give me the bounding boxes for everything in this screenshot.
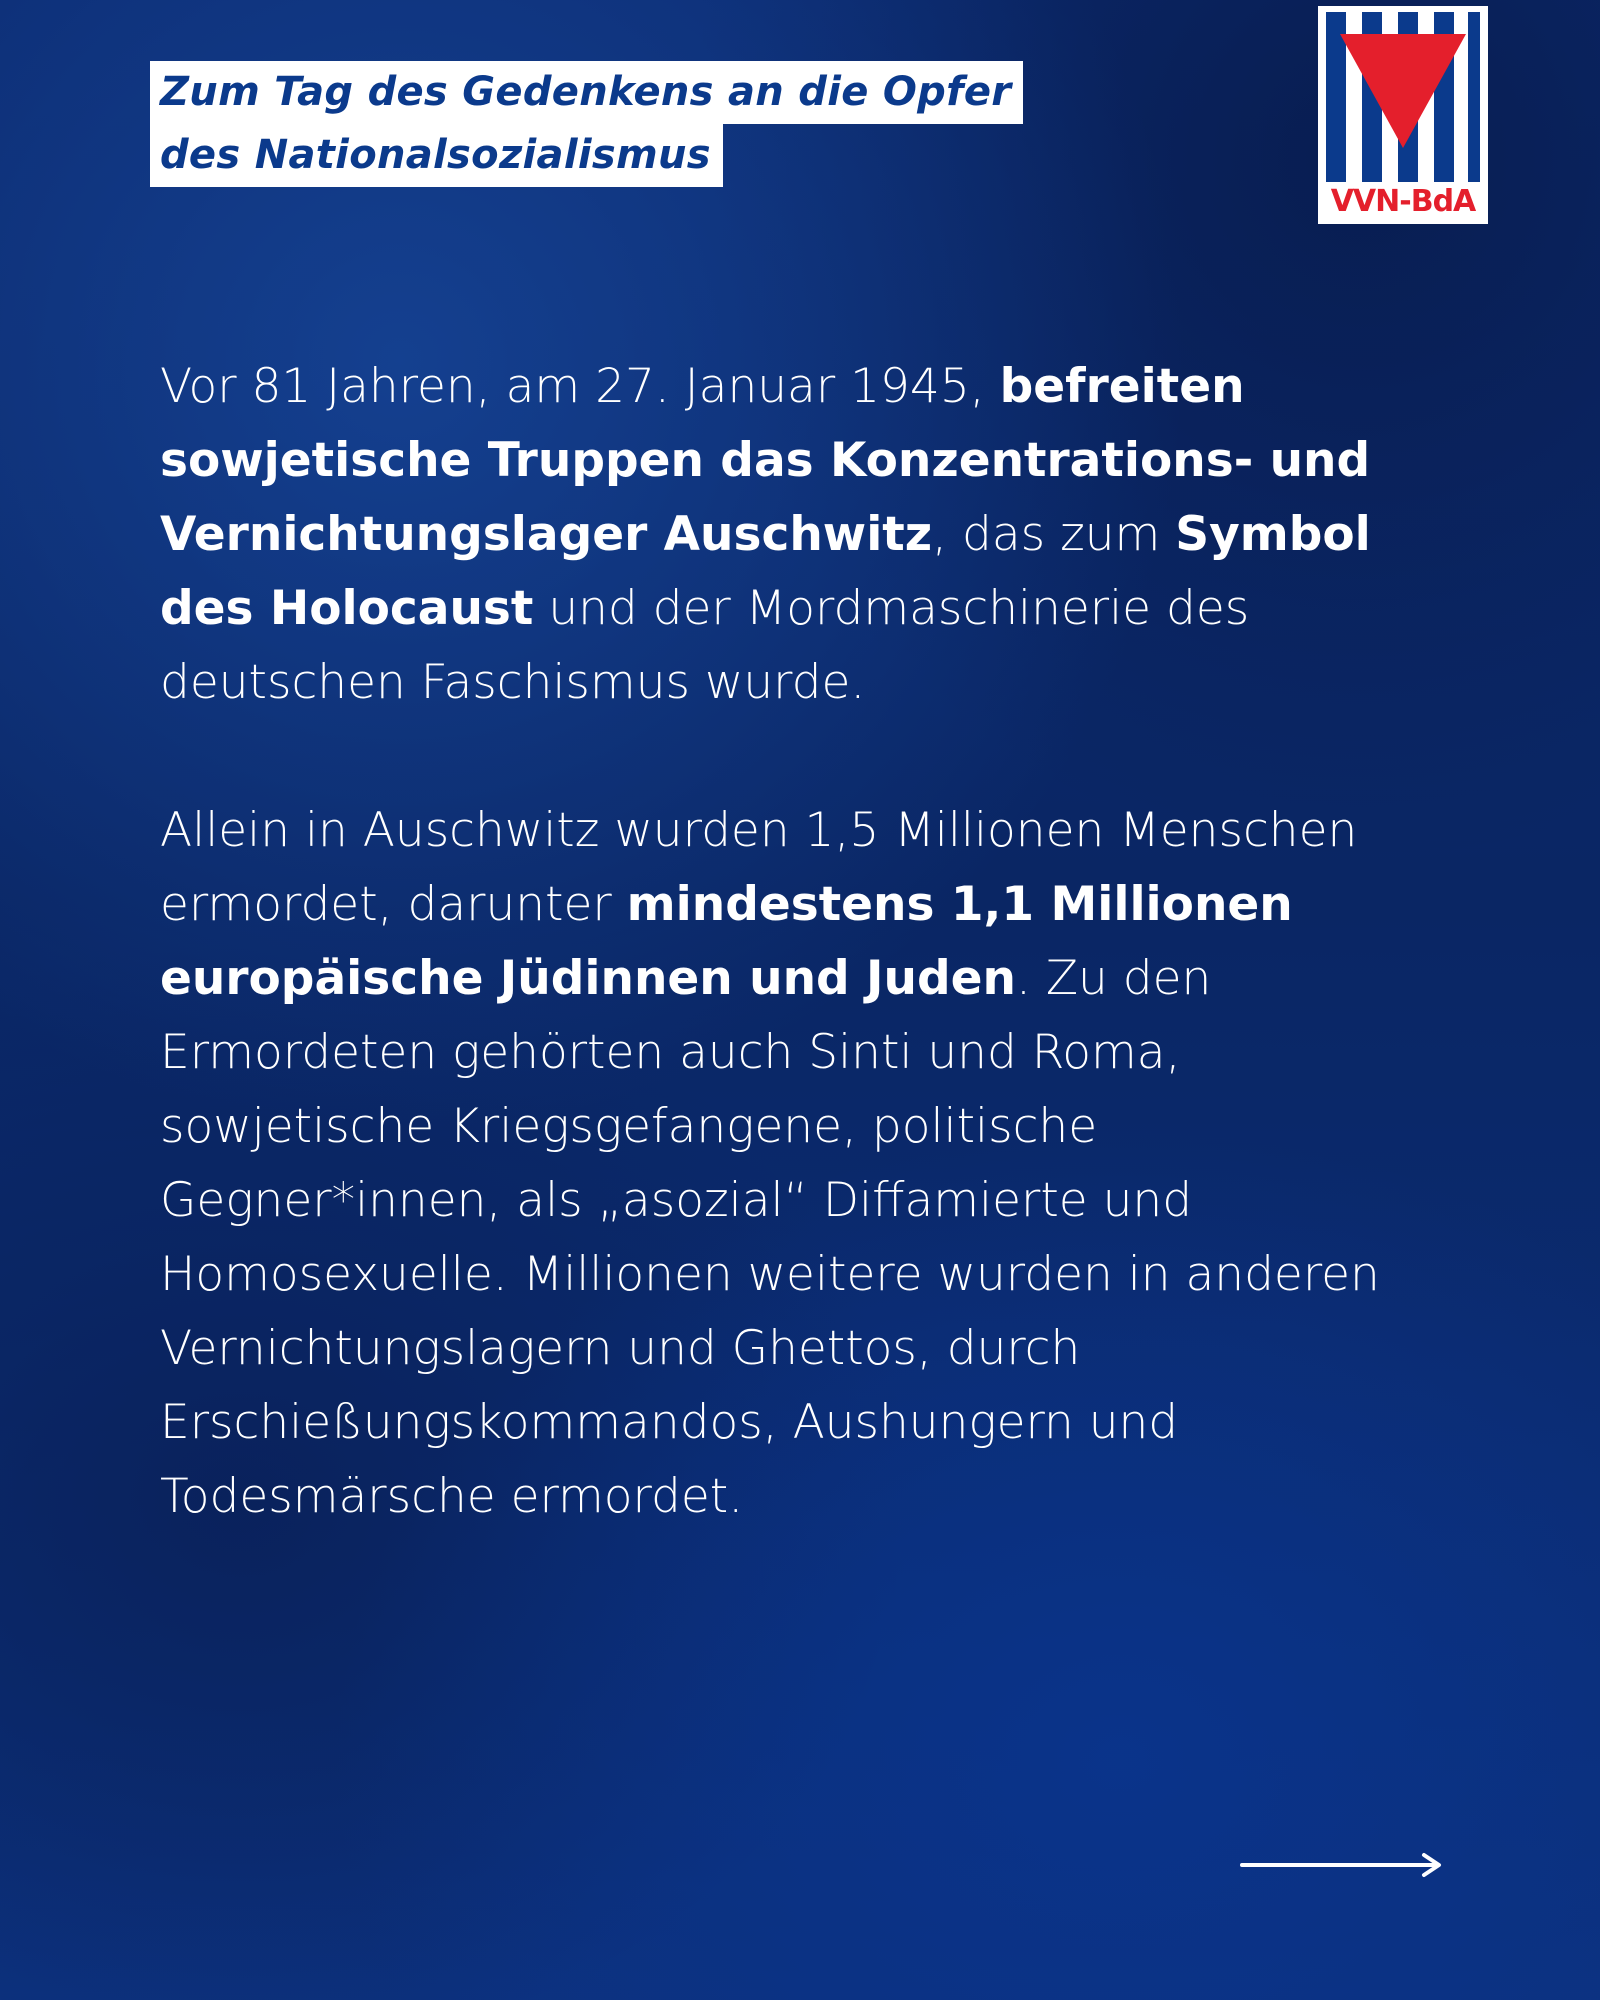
paragraph-2: Allein in Auschwitz wurden 1,5 Millionen Menschen ermordet, darunter mindestens 1,1 Millionen europäische Jüdinnen und Juden. Zu den Ermordeten gehörten auch Sinti und Roma, sowjetische Kriegsgefangene, politische Gegner*innen, als „asozial“ Diffamierte und Homosexuelle. Millionen weitere wurden in anderen Vernichtungslagern und Ghettos, durch Erschießungskommandos, Aushungern und Todesmärsche ermordet. [160, 803, 1380, 1524]
vvn-bda-logo [1318, 6, 1488, 224]
main-text [160, 350, 1450, 1534]
headline-line-2: des Nationalsozialismus [150, 124, 723, 187]
headline [150, 61, 1023, 187]
logo-text: VVN-BdA [1330, 184, 1476, 219]
arrow-right-icon[interactable] [1240, 1850, 1445, 1880]
headline-line-1: Zum Tag des Gedenkens an die Opfer [150, 61, 1023, 124]
paragraph-1: Vor 81 Jahren, am 27. Januar 1945, befreiten sowjetische Truppen das Konzentrations- und Vernichtungslager Auschwitz, das zum Symbol des Holocaust und der Mordmaschinerie des deutschen Faschismus wurde. [160, 359, 1371, 710]
